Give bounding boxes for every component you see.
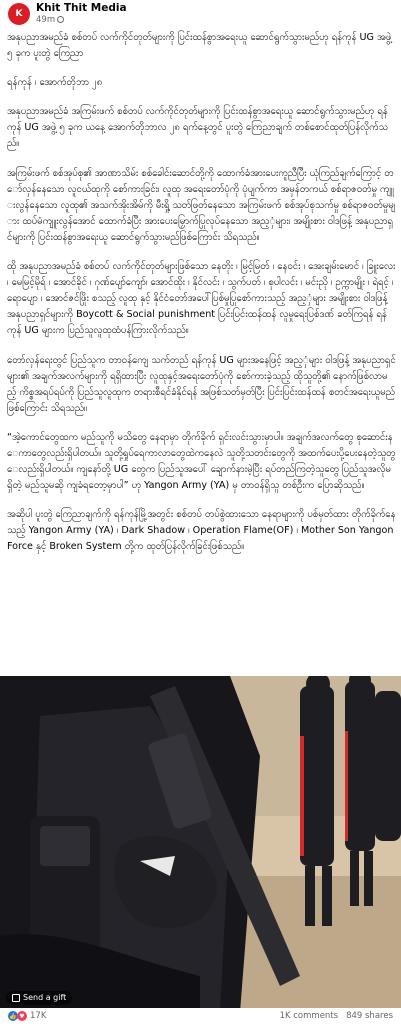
post-paragraph: တော်လှန်ရေးတွင် ပြည်သူက တာဝန်ကျေ သက်တည် ရန်ကုန် UG များအနေဖြင့် အည့ှံများ ဝါဒဖြန့် အနုပညာရှင်များ၏ အချက်အလက်များကို ရရှိထားပြီး လူထုနှင့်အရေးတော်ပုံကို စော်ကားခဲ့သည့် ထိုသူတို့၏ နောက်ဖြစ်လာမည့် ကိစ္စအရပ်ရပ်ကို ပြည်သူလူထုက တရားစီရင်ခံနိုင်ရန် အဖြစ်သတ်မှတ်ပြီး ပြင်းပြင်းထန်ထန် စတင်အရေးယူမည် ဖြစ်ကြောင်း သိရသည်။ (7, 354, 396, 414)
armed-soldiers-illustration (0, 676, 401, 1012)
engagement-stats (280, 1011, 393, 1021)
post-dateline: ရန်ကုန် ၊ အောက်တိုဘာ ၂၈ (7, 77, 103, 89)
post-time-row (36, 16, 127, 25)
love-icon: ♥ (17, 1011, 27, 1021)
post-quote: “အဲ့ကောင်တွေထက မည်သူကို မသိတွေ နေရာမှာ တိုက်ခိုက် ရှင်းလင်းသွားမှာပါ။ အချက်အလက်တွေ စုဆောင်းနေကာတွေလည်းရှိပါတယ်။ သူတို့ရှုပ်ရေကာလာတွေထဲကနေလဲ သူတို့သတင်းတွေကို အထက်ပေးပို့ပေးနေတဲ့သူတွေလည်းရှိပါတယ်။ ကျနော်တို့ UG တွေက ပြည်သူအပေါ် ချောက်နားမဲ့ပြီး ရပ်တည်ကြတဲ့သူတွေ ပြည်သူအလိုမရှိတဲ့ မည်သူမဆို ကျခံရတော့မှာပါ” ဟု Yangon Army (YA) မှ တာဝန်ရှိသူ တစ်ဦးက ပြောဆိုသည်။ (7, 431, 396, 492)
reaction-count: 17K (30, 1011, 47, 1021)
comments-count[interactable]: 1K comments (279, 1011, 339, 1021)
gift-icon (12, 994, 20, 1002)
like-icon: 👍 (9, 1012, 17, 1020)
post-paragraph: ထို အနုပညာအမည်ခံ စစ်တပ် လက်ကိုင်တုတ်များဖြစ်သော နေတိုး ၊ မြင့်မြတ် ၊ နေဝင်း ၊ အေးချမ်းမောင် ၊ ခြူးလေး ၊ မေမြင့်မိုရ် ၊ အောင်ခိုင် ၊ ဂုဏ်ပျော်ကျော်၊ အောင်ထိုး ၊ နိုင်လင်း ၊ သွက်ပတ် ၊ စုပါလင်း ၊ မင်းညို ၊ ဥက္ကာမျိုး ၊ ရဲရင့် ၊ ရောပျော ၊ အောင်ဇင်ဖြိုး စသည့် လူထု နှင့် နိုင်ငံတော်အပေါ်ပြစ်မှုပြုစော်ကားသည့် အည့ှံများ အမျိုးစား ဝါဒဖြန့် အနုပညာရှင်များကို Boycott & Social punishment ပြင်းပြင်းထန်ထန် လူမှုရေးပြစ်ဒဏ် ခတ်ကြရန် ရန်ကုန် UG များက ပြည်သူလူထုထံပန်ကြားလိုက်သည်။ (7, 261, 396, 337)
post-paragraph: အကြမ်းဖက် စစ်အုပ်စု၏ အာဏာသိမ်း စစ်ခေါင်းဆောင်တို့ကို ထောက်ခံအားပေးကူညီပြီး ယုံကြည်ချက်ကြောင့် တော်လှန်နေသော လူငယ်ထုကို စော်ကားခြင်း၊ လူထု အရေးတော်ပုံကို ပုံပျက်ကာ အမှန်တကယ် စစ်ရာဇဝတ်မှု ကျူးလွန်နေသော လူထု၏ အသက်အိုးအိမ်ကို မီးရှို့ သတ်ဖြတ်နေသော အကြမ်းဖက် စစ်အုပ်စုသက်မှု စစ်ရာဇဝတ်မှုများ ထပ်မံကျူးလွန်အောင် ထောက်ခံပြီး အားပေးမြှောက်ပြုလုပ်နေသော အည့ှံများ၊ အမျိုးစား ဝါဒဖြန့် အနုပညာရှင်များကို ပြင်းထန်စွာအရေးယူ ဆောင်ရွက်သွားမည်ဖြစ်ကြောင်း သိရသည်။ (7, 167, 396, 243)
reactions-summary[interactable] (8, 1011, 46, 1021)
page-name[interactable]: Khit Thit Media (36, 2, 127, 14)
post-time[interactable]: 49m (36, 14, 56, 25)
post-paragraph: အနုပညာအမည်ခံ အကြမ်းဖက် စစ်တပ် လက်ကိုင်တုတ်များကို ပြင်းထန်စွာအရေးယူ ဆောင်ရွက်သွားမည်ဟု ရန်ကုန် UG အဖွဲ့ ၅ ခုက ယနေ့ အောက်တိုဘာလ ၂၈ ရက်နေ့တွင် ပူးတွဲ ကြေညာချက် တစ်စောင်ထုတ်ပြန်လိုက်သည်။ (7, 106, 388, 150)
page-avatar[interactable] (8, 3, 30, 25)
page-meta (36, 3, 127, 24)
avatar-letter: K (15, 9, 23, 19)
send-gift-button[interactable] (6, 991, 72, 1005)
shares-count[interactable]: 849 shares (346, 1011, 393, 1021)
globe-icon (57, 16, 64, 23)
send-gift-label: Send a gift (23, 993, 67, 1002)
post-header (0, 0, 401, 26)
post-paragraph: အဆိုပါ ပူးတွဲ ကြေညာချက်ကို ရန်ကုန်မြို့အတွင်း စစ်တပ် တပ်စွဲထားသော နေရာများကို ပစ်မှတ်ထား တိုက်ခိုက်နေသည့် Yangon Army (YA) ၊ Dark Shadow ၊ Operation Flame(OF) ၊ Mother Son Yangon Force နှင့် Broken System တို့က ထုတ်ပြန်လိုက်ခြင်းဖြစ်သည်။ (7, 509, 396, 553)
post-photo[interactable] (0, 676, 401, 1012)
post-text (7, 30, 396, 569)
post-footer (0, 1008, 401, 1024)
post-headline: အနုပညာအမည်ခံ စစ်တပ် လက်ကိုင်တုတ်များကို ပြင်းထန်စွာအရေးယူ ဆောင်ရွက်သွားမည်ဟု ရန်ကုန် UG အဖွဲ့ ၅ ခုက ပူးတွဲ ကြေညာ (7, 32, 392, 60)
